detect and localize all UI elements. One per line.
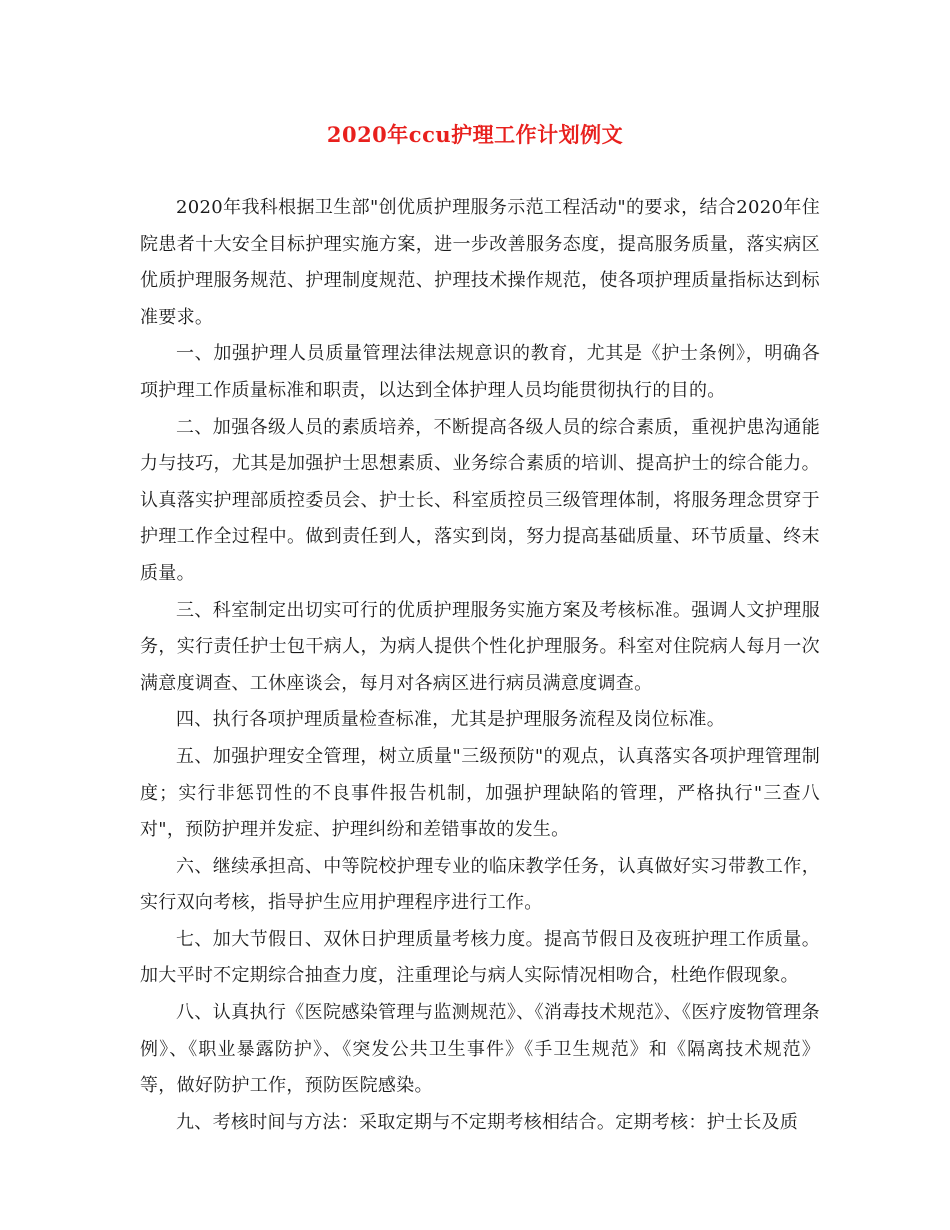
paragraph-item-3: 三、科室制定出切实可行的优质护理服务实施方案及考核标准。强调人文护理服务，实行责任护士包干病人，为病人提供个性化护理服务。科室对住院病人每月一次满意度调查、工休座谈会，每月对各病区进行病员满意度调查。 (140, 599, 820, 694)
paragraph-item-5: 五、加强护理安全管理，树立质量"三级预防"的观点，认真落实各项护理管理制度；实行非惩罚性的不良事件报告机制，加强护理缺陷的管理，严格执行"三查八对"，预防护理并发症、护理纠纷和差错事故的发生。 (140, 745, 820, 841)
document-title: 2020年ccu护理工作计划例文 (326, 122, 624, 147)
paragraph-item-7: 七、加大节假日、双休日护理质量考核力度。提高节假日及夜班护理工作质量。加大平时不定期综合抽查力度，注重理论与病人实际情况相吻合，杜绝作假现象。 (140, 928, 820, 987)
paragraph-item-2: 二、加强各级人员的素质培养，不断提高各级人员的综合素质，重视护患沟通能力与技巧，尤其是加强护士思想素质、业务综合素质的培训、提高护士的综合能力。认真落实护理部质控委员会、护士长、科室质控员三级管理体制，将服务理念贯穿于护理工作全过程中。做到责任到人，落实到岗，努力提高基础质量、环节质量、终末质量。 (140, 416, 820, 584)
paragraph-item-8: 八、认真执行《医院感染管理与监测规范》、《消毒技术规范》、《医疗废物管理条例》、《职业暴露防护》、《突发公共卫生事件》《手卫生规范》和《隔离技术规范》等，做好防护工作，预防医院感染。 (140, 1002, 820, 1097)
document-body (140, 190, 820, 1141)
paragraph-item-6: 六、继续承担高、中等院校护理专业的临床教学任务，认真做好实习带教工作，实行双向考核，指导护生应用护理程序进行工作。 (140, 855, 820, 914)
paragraph-item-4: 四、执行各项护理质量检查标准，尤其是护理服务流程及岗位标准。 (176, 709, 725, 731)
intro-paragraph: 2020年我科根据卫生部"创优质护理服务示范工程活动"的要求，结合2020年住院患者十大安全目标护理实施方案，进一步改善服务态度，提高服务质量，落实病区优质护理服务规范、护理制度规范、护理技术操作规范，使各项护理质量指标达到标准要求。 (140, 197, 820, 328)
paragraph-item-1: 一、加强护理人员质量管理法律法规意识的教育，尤其是《护士条例》，明确各项护理工作质量标准和职责，以达到全体护理人员均能贯彻执行的目的。 (140, 343, 820, 401)
paragraph-item-9: 九、考核时间与方法：采取定期与不定期考核相结合。定期考核：护士长及质 (176, 1111, 799, 1133)
